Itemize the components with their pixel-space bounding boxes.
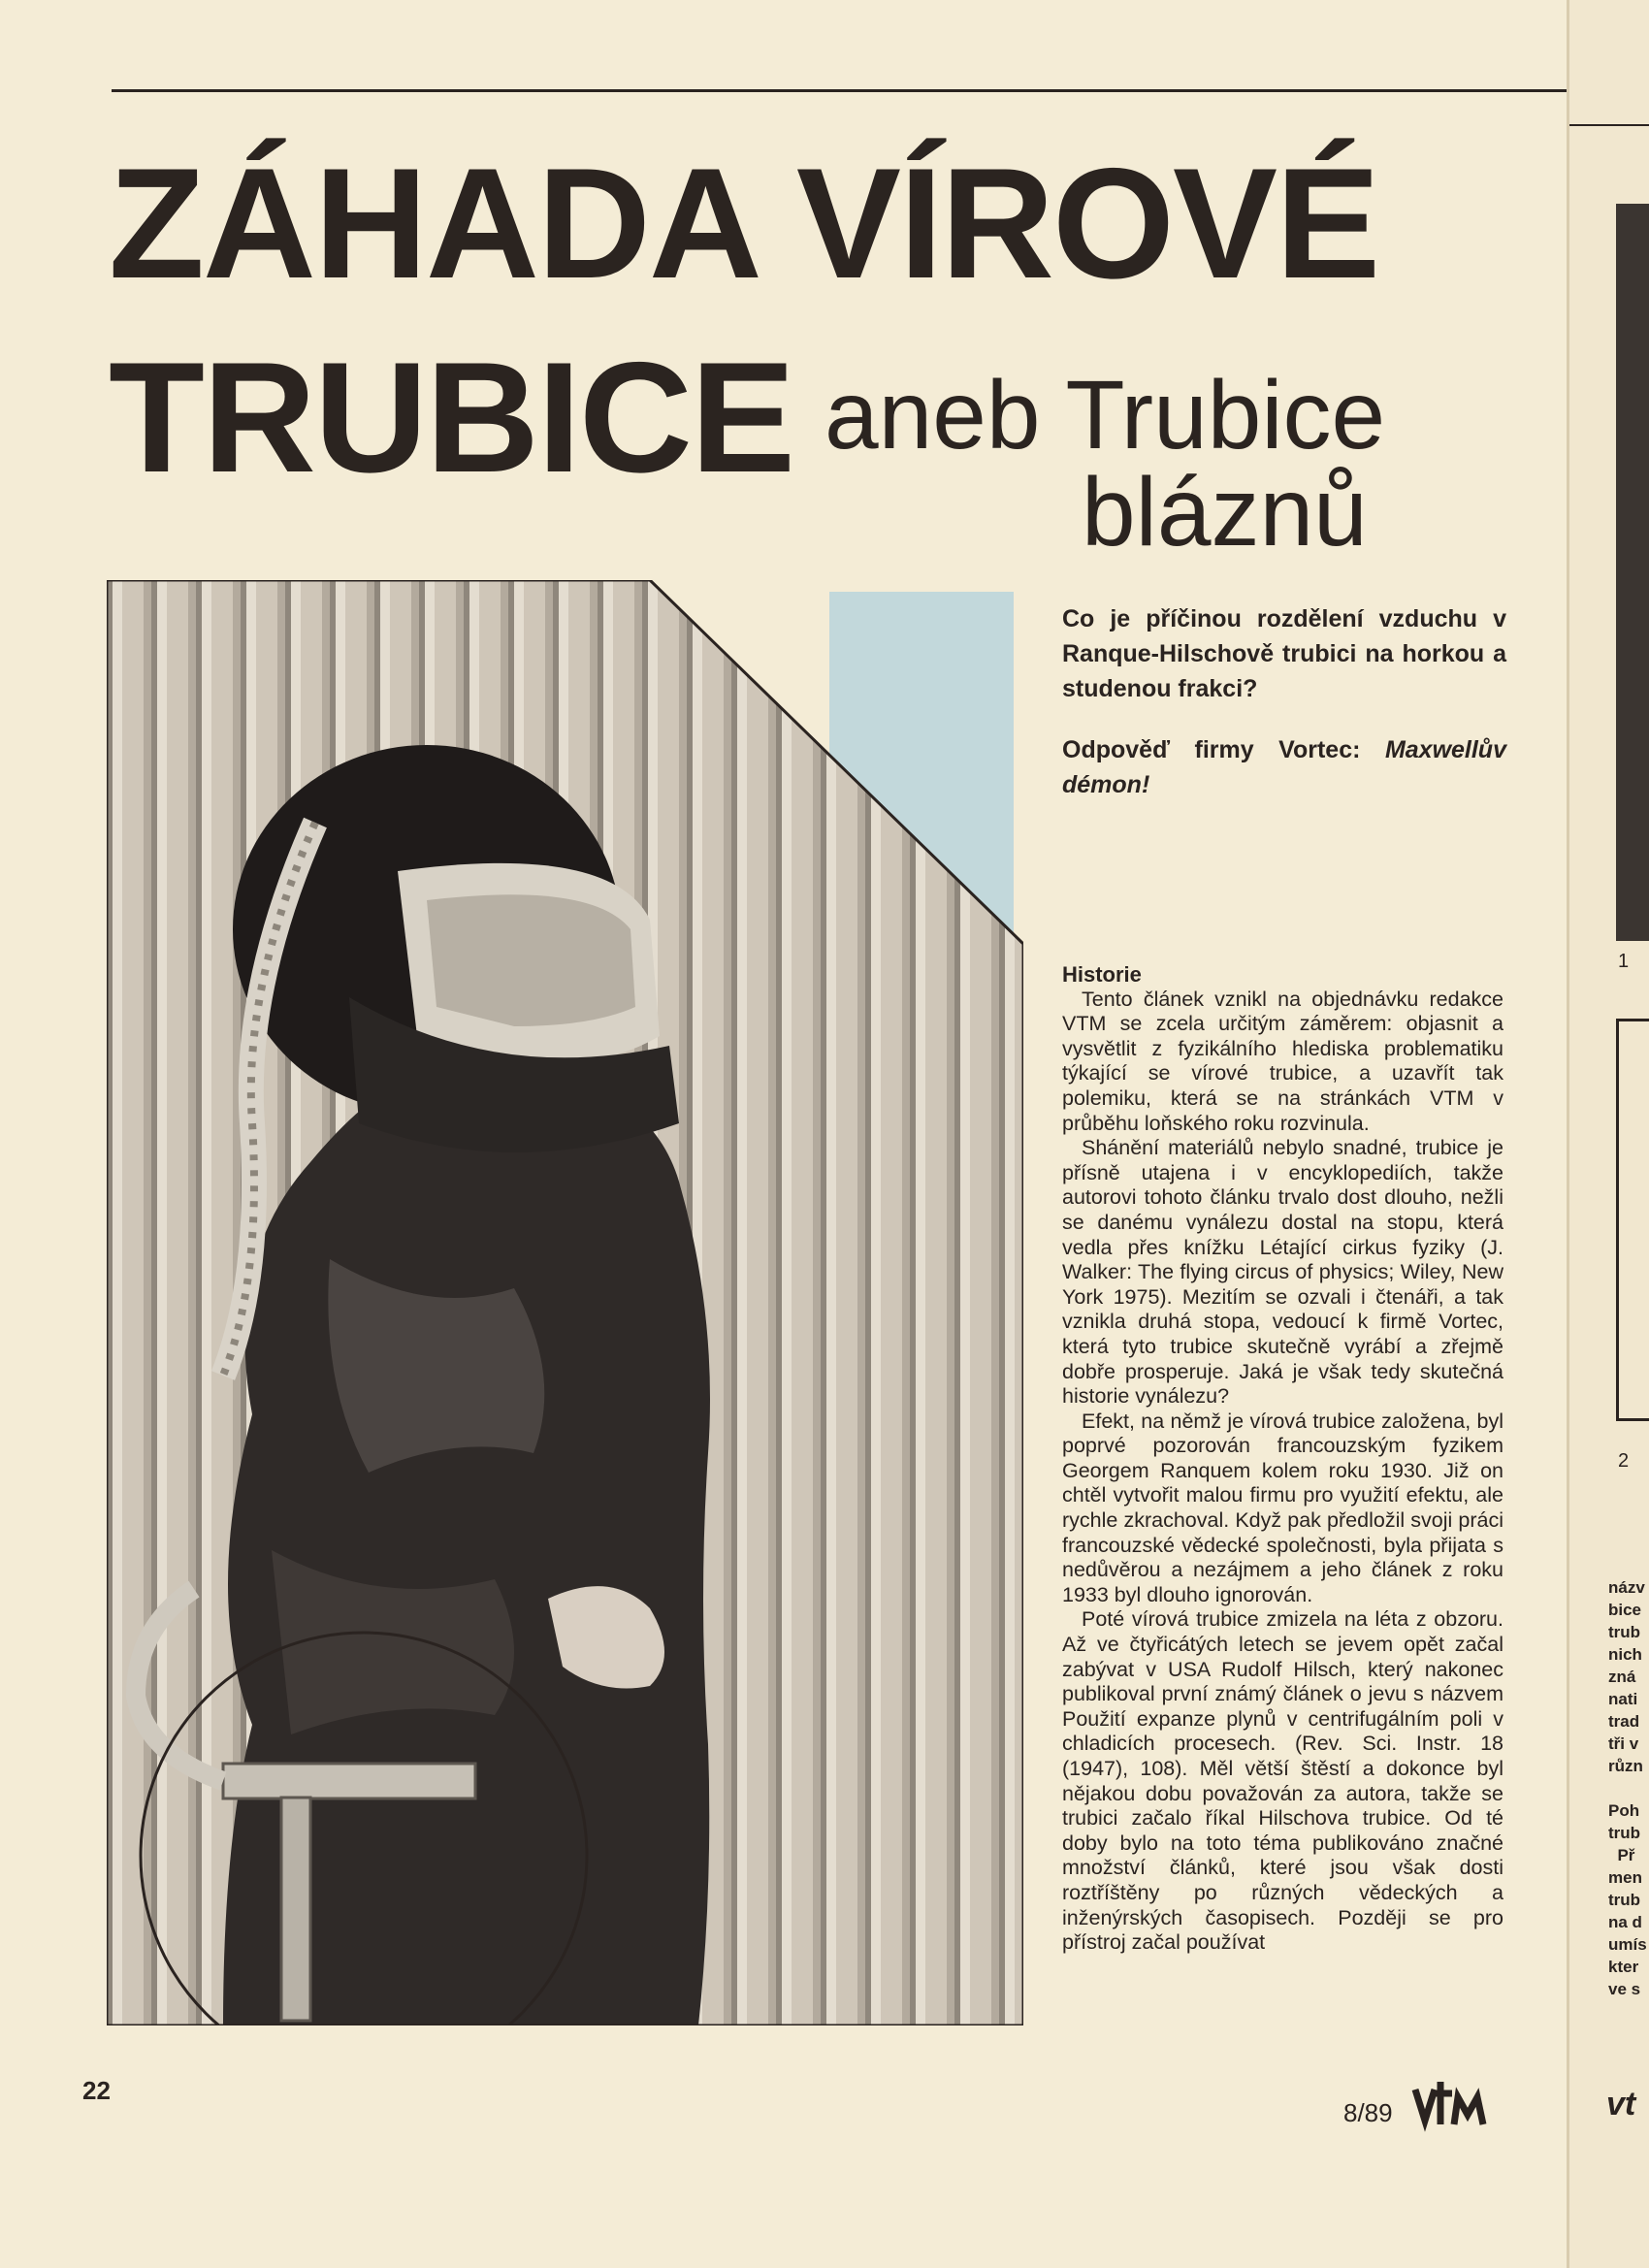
subtitle-line-1: aneb Trubice bbox=[824, 361, 1386, 470]
vtm-logo-icon bbox=[1411, 2076, 1489, 2134]
adjacent-figure-2-label: 2 bbox=[1618, 1450, 1630, 1472]
title-line-2: TRUBICE bbox=[109, 330, 793, 505]
issue-number: 8/89 bbox=[1343, 2098, 1393, 2127]
article-heading: Historie bbox=[1062, 962, 1142, 987]
article-paragraph: Tento článek vznikl na objednávku redakce VTM se zcela určitým záměrem: objasnit a vysvětlit z fyzikálního hlediska problematiku týkající se vírové trubice, a uzavřít tak polemiku, která se na stránkách VTM v průběhu loňského roku rozvinula. bbox=[1062, 987, 1504, 1135]
adjacent-figure-1 bbox=[1616, 204, 1649, 941]
article-photo bbox=[107, 580, 1023, 2025]
adjacent-figure-2 bbox=[1616, 1019, 1649, 1421]
adjacent-page-edge bbox=[1567, 0, 1649, 2268]
article-paragraph: Poté vírová trubice zmizela na léta z obzoru. Až ve čtyřicátých letech se jevem opět začal zabývat v USA Rudolf Hilsch, který nakonec publikoval první známý článek o jevu s názvem Použití expanze plynů v centrifugálním poli v chladicích procesech. (Rev. Sci. Instr. 18 (1947), 108). Měl větší štěstí a dokonce byl nějakou dobu považován za autora, takže se trubici začalo říkal Hilschova trubice. Od té doby bylo na toto téma publikováno značné množství článků, které jsou však dosti roztříštěny po různých vědeckých a inženýrských časopisech. Později se pro přístroj začal používat bbox=[1062, 1607, 1504, 1955]
article-paragraph: Efekt, na němž je vírová trubice založena, byl poprvé pozorován francouzským fyzikem Georgem Ranquem kolem roku 1930. Již on chtěl vytvořit malou firmu pro využití efektu, ale rychle zkrachoval. Když pak předložil svoji práci francouzské vědecké společnosti, byla přijata s nedůvěrou a nezájmem a jeho článek z roku 1933 byl dlouho ignorován. bbox=[1062, 1409, 1504, 1606]
adjacent-text-fragment: názv bice trub nich zná nati trad tři v různ Poh trub Př men trub na d umís kter ve s bbox=[1608, 1578, 1647, 1998]
article-column bbox=[1062, 962, 1504, 1956]
title-line-1: ZÁHADA VÍROVÉ bbox=[109, 136, 1379, 311]
lead-answer-emphasis: Maxwellův démon! bbox=[1062, 736, 1506, 798]
article-paragraph: Shánění materiálů nebylo snadné, trubice je přísně utajena i v encyklopediích, takže autorovi tohoto článku trvalo dost dlouho, nežli se danému vynálezu dostal na stopu, která vedla přes knížku Létající cirkus fyziky (J. Walker: The flying circus of physics; Wiley, New York 1975). Mezitím se ozvali i čtenáři, a tak vznikla druhá stopa, vedoucí k firmě Vortec, která tyto trubice skutečně vyrábí a zřejmě dobře prosperuje. Jaká je však tedy skutečná historie vynálezu? bbox=[1062, 1136, 1504, 1409]
adjacent-logo: vt bbox=[1606, 2086, 1636, 2122]
adjacent-figure-1-label: 1 bbox=[1618, 951, 1630, 972]
adjacent-top-rule bbox=[1569, 124, 1649, 126]
lead-answer bbox=[1062, 732, 1506, 802]
lead-answer-prefix: Odpověď firmy Vortec: bbox=[1062, 736, 1385, 763]
page-number: 22 bbox=[82, 2076, 111, 2105]
top-rule bbox=[112, 89, 1567, 92]
lead-question: Co je příčinou rozdělení vzduchu v Ranque-Hilschově trubici na horkou a studenou frakci? bbox=[1062, 605, 1506, 702]
subtitle-line-2: bláznů bbox=[1082, 458, 1368, 567]
